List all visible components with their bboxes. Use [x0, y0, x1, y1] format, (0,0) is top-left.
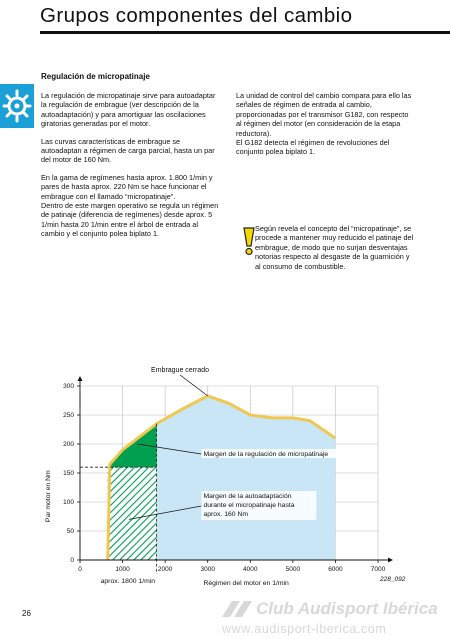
- figure-code: 228_092: [380, 576, 406, 583]
- x-tick-label: 7000: [370, 566, 386, 573]
- y-tick-label: 250: [63, 412, 74, 420]
- x-tick-label: 1000: [115, 566, 130, 573]
- leader-line: [180, 375, 208, 396]
- paragraph: La unidad de control del cambio compara para ello las señales de régimen de entrada al cambio, proporcionadas por el transmisor G182, con respecto al régimen del motor (en consideración de la etapa reductora). El G182 detecta el régimen de revoluciones del conjunto polea biplato 1.: [236, 91, 412, 157]
- x-tick-label: 3000: [200, 566, 215, 573]
- top-annotation: Embrague cerrado: [151, 367, 210, 374]
- paragraph: Las curvas características de embrague se autoadaptan a régimen de carga parcial, hasta un par del motor de 160 Nm.: [41, 136, 215, 165]
- club-logo-icon: [218, 599, 254, 619]
- watermark: [218, 597, 450, 639]
- watermark-title: Club Audisport Ibérica: [256, 599, 438, 618]
- page-title: Grupos componentes del cambio: [40, 4, 353, 27]
- x-axis-arrow: [388, 558, 393, 563]
- exclamation-icon: [242, 226, 256, 256]
- x-tick-label: 2000: [157, 566, 173, 573]
- x-tick-label: 4000: [243, 566, 258, 573]
- y-axis-label: Par motor en Nm: [45, 470, 52, 523]
- autoadaptation-region: [108, 467, 157, 560]
- note-text: Según revela el concepto del “micropatinaje”, se procede a mantener muy reducido el patinaje del embrague, de modo que no surjan desventajas notorias respecto al desgaste de la guarnición y al consumo de combustible.: [255, 224, 414, 271]
- right-column: [236, 91, 416, 165]
- section-title: Regulación de micropatinaje: [41, 72, 150, 81]
- y-tick-label: 200: [63, 441, 74, 449]
- region2-label: aprox. 160 Nm: [203, 511, 249, 518]
- gear-icon: [0, 84, 34, 128]
- x-tick-label: 0: [78, 566, 82, 573]
- x-axis-label: Régimen del motor en 1/min: [203, 580, 289, 587]
- paragraph: En la gama de regímenes hasta aprox. 1.800 1/min y pares de hasta aprox. 220 Nm se hace funcionar el embrague con el llamado “micropatinaje”. Dentro de este margen operativo se regula un régimen de patinaje (diferencia de regímenes) desde aprox. 5 1/min hasta 20 1/min entre el árbol de entrada al cambio y el conjunto polea biplato 1.: [41, 172, 219, 239]
- y-tick-label: 150: [63, 470, 74, 478]
- y-tick-label: 100: [63, 499, 74, 507]
- page-number: 26: [22, 609, 31, 618]
- y-tick-label: 0: [70, 557, 74, 565]
- y-tick-label: 300: [63, 383, 74, 391]
- clutch-chart: [36, 360, 436, 595]
- region1-label: Margen de la regulación de micropatinaje: [203, 451, 329, 458]
- region2-label: Margen de la autoadaptación: [203, 493, 292, 500]
- y-tick-label: 50: [66, 528, 74, 536]
- paragraph: La regulación de micropatinaje sirve para autoadaptar la regulación de embrague (ver descripción de la autoadaptación) y para amortiguar las oscilaciones giratorias generadas por el motor.: [41, 91, 216, 129]
- y-axis-arrow: [78, 376, 83, 381]
- x-tick-label: 5000: [285, 566, 301, 573]
- region2-label: durante el micropatinaje hasta: [203, 502, 295, 509]
- watermark-url: www.audisport-iberica.com: [222, 622, 387, 636]
- x-marker-label: aprox. 1800 1/min: [100, 578, 156, 585]
- x-tick-label: 6000: [328, 566, 343, 573]
- left-column: [41, 91, 221, 247]
